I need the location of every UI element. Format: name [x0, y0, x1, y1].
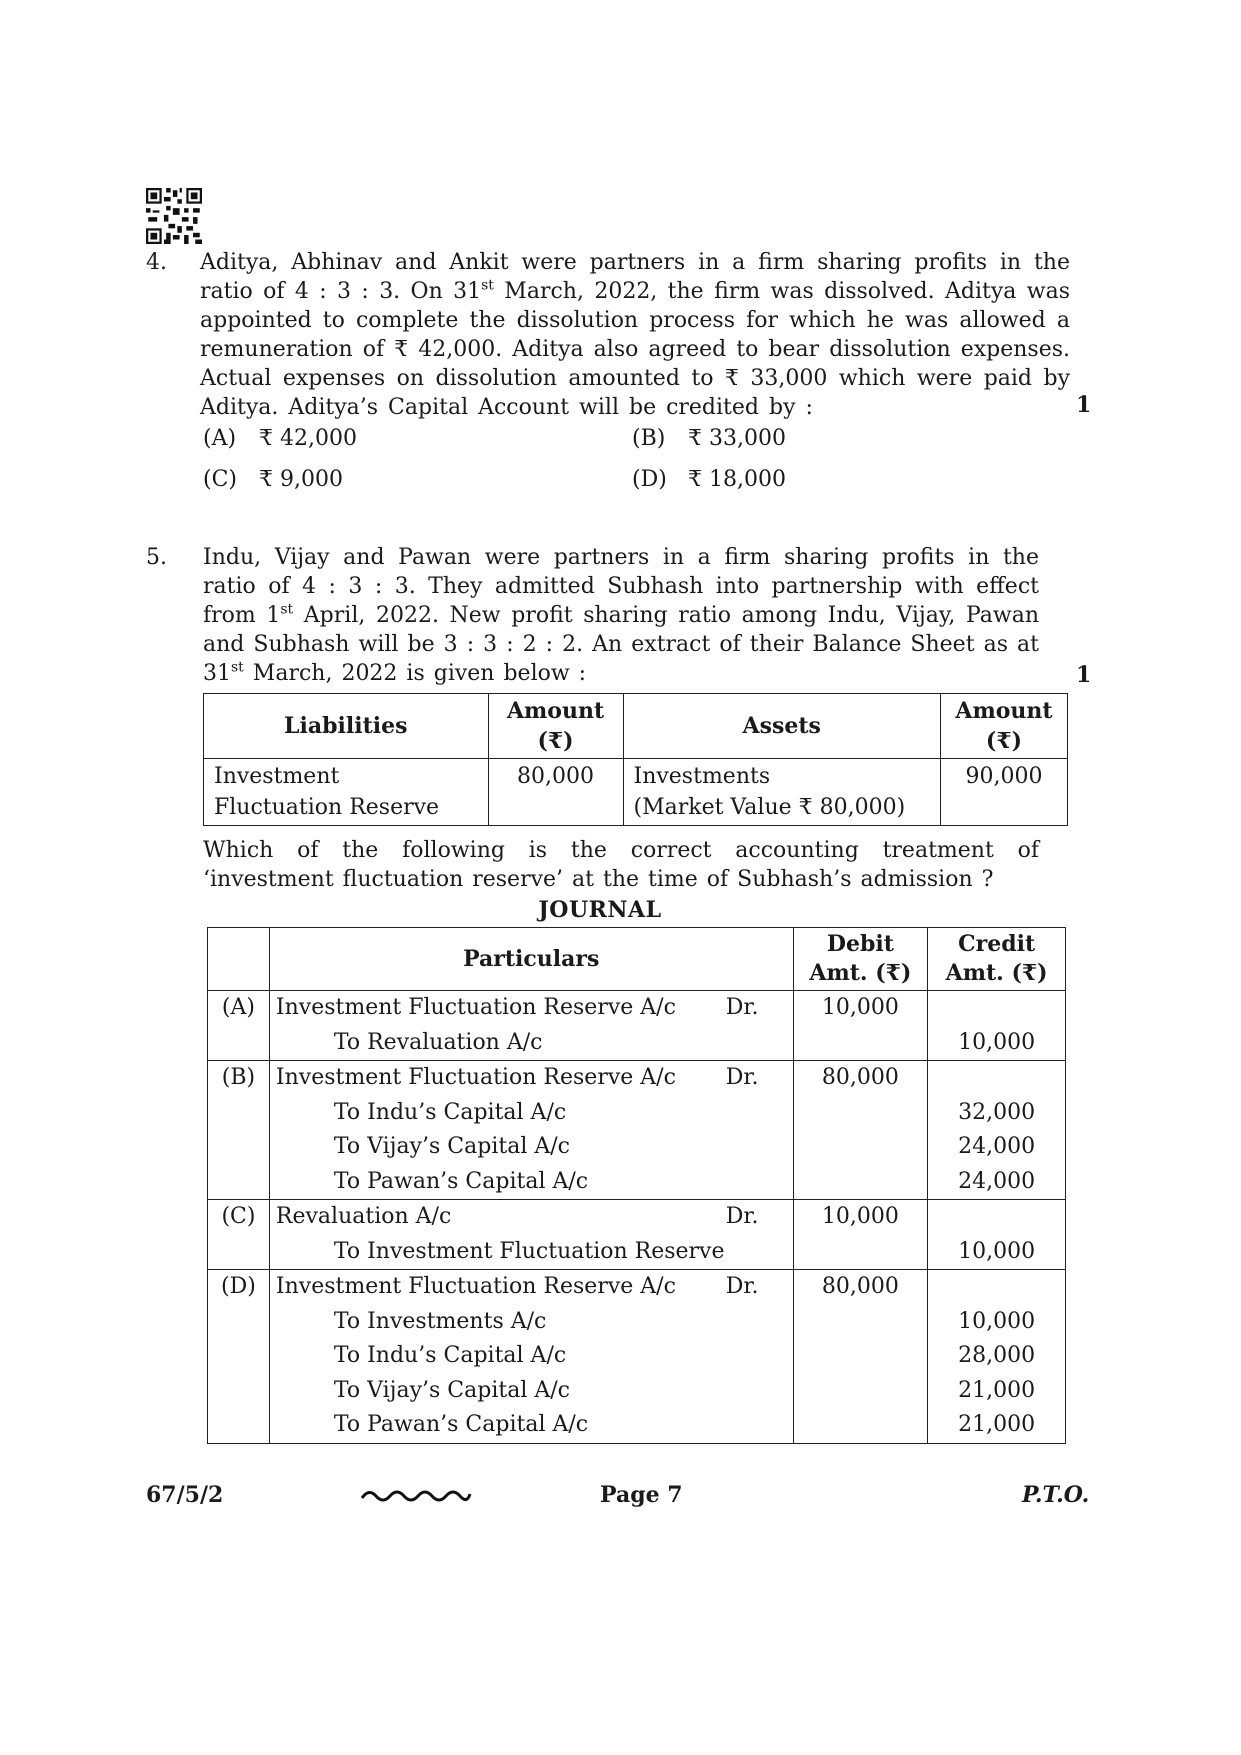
debit-header: Debit Amt. (₹)	[793, 928, 928, 991]
journal-option-label: (B)	[208, 1061, 270, 1200]
credit-amount: 28,000	[958, 1343, 1036, 1368]
journal-particulars	[269, 1200, 793, 1270]
please-turn-over: P.T.O.	[1022, 1482, 1090, 1508]
assets-header: Assets	[623, 694, 941, 759]
credit-amount: 24,000	[958, 1168, 1036, 1194]
balance-sheet-header-row	[204, 694, 1068, 759]
page-number: Page 7	[600, 1482, 683, 1508]
journal-option-header	[208, 928, 270, 991]
q4-option-b[interactable]: (B) ₹ 33,000	[632, 426, 786, 451]
journal-option-label: (D)	[208, 1270, 270, 1444]
journal-debit-amount: 10,000	[793, 1200, 928, 1270]
liabilities-amount-header: Amount (₹)	[488, 694, 623, 759]
credit-account: To Revaluation A/c	[333, 1029, 543, 1055]
assets-amount-header: Amount (₹)	[941, 694, 1068, 759]
journal-title: JOURNAL	[538, 897, 662, 923]
question-4-marks: 1	[1076, 392, 1092, 418]
asset-amount: 90,000	[941, 759, 1068, 826]
balance-sheet-row	[204, 759, 1068, 826]
credit-account: To Investments A/c	[333, 1308, 547, 1334]
journal-option-label: (C)	[208, 1200, 270, 1270]
asset-name: Investments (Market Value ₹ 80,000)	[623, 759, 941, 826]
credit-account: To Pawan’s Capital A/c	[333, 1168, 589, 1194]
credit-account: To Pawan’s Capital A/c	[333, 1412, 589, 1437]
journal-credit-amount	[928, 1061, 1066, 1200]
debit-account: Revaluation A/c	[275, 1204, 452, 1229]
debit-marker: Dr.	[725, 1065, 759, 1090]
credit-account: To Vijay’s Capital A/c	[333, 1377, 570, 1403]
credit-header: Credit Amt. (₹)	[928, 928, 1066, 991]
journal-entry-option[interactable]	[208, 991, 1066, 1061]
credit-amount: 21,000	[958, 1377, 1036, 1403]
liabilities-header: Liabilities	[204, 694, 489, 759]
debit-account: Investment Fluctuation Reserve A/c	[275, 995, 676, 1020]
journal-entry-option[interactable]	[208, 1270, 1066, 1444]
question-5-number: 5.	[146, 545, 167, 570]
journal-option-label: (A)	[208, 991, 270, 1061]
journal-credit-amount	[928, 991, 1066, 1061]
debit-account: Investment Fluctuation Reserve A/c	[275, 1274, 676, 1299]
q4-option-a[interactable]: (A) ₹ 42,000	[203, 426, 357, 451]
particulars-header: Particulars	[269, 928, 793, 991]
question-5-prompt: Which of the following is the correct accounting treatment of ‘investment fluctuation reserve’ at the time of Subhash’s admission ?	[203, 838, 1039, 892]
liability-amount: 80,000	[488, 759, 623, 826]
credit-amount: 24,000	[958, 1134, 1036, 1159]
journal-header-row	[208, 928, 1066, 991]
journal-credit-amount	[928, 1200, 1066, 1270]
qr-code-icon	[146, 188, 202, 244]
debit-marker: Dr.	[725, 1274, 759, 1299]
question-5-text: Indu, Vijay and Pawan were partners in a firm sharing profits in the ratio of 4 : 3 : 3. They admitted Subhash into partnership with effect from 1st April, 2022. New profit sharing ratio among Indu, Vijay, Pawan and Subhash will be 3 : 3 : 2 : 2. An extract of their Balance Sheet as at 31st March, 2022 is given below :	[203, 545, 1039, 686]
journal-debit-amount: 10,000	[793, 991, 928, 1061]
question-4-number: 4.	[146, 250, 167, 275]
credit-amount: 10,000	[958, 1029, 1036, 1055]
journal-table	[207, 927, 1066, 1444]
q4-option-c[interactable]: (C) ₹ 9,000	[203, 467, 343, 492]
liability-name: Investment Fluctuation Reserve	[204, 759, 489, 826]
credit-amount: 10,000	[958, 1238, 1036, 1264]
journal-entry-option[interactable]	[208, 1061, 1066, 1200]
journal-particulars	[269, 1270, 793, 1444]
question-5-marks: 1	[1076, 662, 1092, 688]
debit-marker: Dr.	[725, 995, 759, 1020]
question-4-text: Aditya, Abhinav and Ankit were partners in a firm sharing profits in the ratio of 4 : 3 : 3. On 31st March, 2022, the firm was dissolved. Aditya was appointed to complete the dissolution process for which he was allowed a remuneration of ₹ 42,000. Aditya also agreed to bear dissolution expenses. Actual expenses on dissolution amounted to ₹ 33,000 which were paid by Aditya. Aditya’s Capital Account will be credited by :	[200, 250, 1070, 420]
credit-account: To Vijay’s Capital A/c	[333, 1134, 570, 1159]
paper-code: 67/5/2	[146, 1482, 224, 1508]
journal-debit-amount: 80,000	[793, 1061, 928, 1200]
balance-sheet-table	[203, 693, 1068, 826]
journal-entry-option[interactable]	[208, 1200, 1066, 1270]
credit-amount: 10,000	[958, 1308, 1036, 1334]
q4-option-d[interactable]: (D) ₹ 18,000	[632, 467, 786, 492]
debit-marker: Dr.	[725, 1204, 759, 1229]
debit-account: Investment Fluctuation Reserve A/c	[275, 1065, 676, 1090]
journal-credit-amount	[928, 1270, 1066, 1444]
credit-account: To Investment Fluctuation Reserve	[333, 1238, 725, 1264]
journal-debit-amount: 80,000	[793, 1270, 928, 1444]
credit-account: To Indu’s Capital A/c	[333, 1343, 567, 1368]
wave-decoration-icon	[360, 1484, 472, 1506]
journal-particulars	[269, 991, 793, 1061]
credit-amount: 32,000	[958, 1099, 1036, 1125]
journal-particulars	[269, 1061, 793, 1200]
credit-account: To Indu’s Capital A/c	[333, 1099, 567, 1125]
credit-amount: 21,000	[958, 1412, 1036, 1437]
